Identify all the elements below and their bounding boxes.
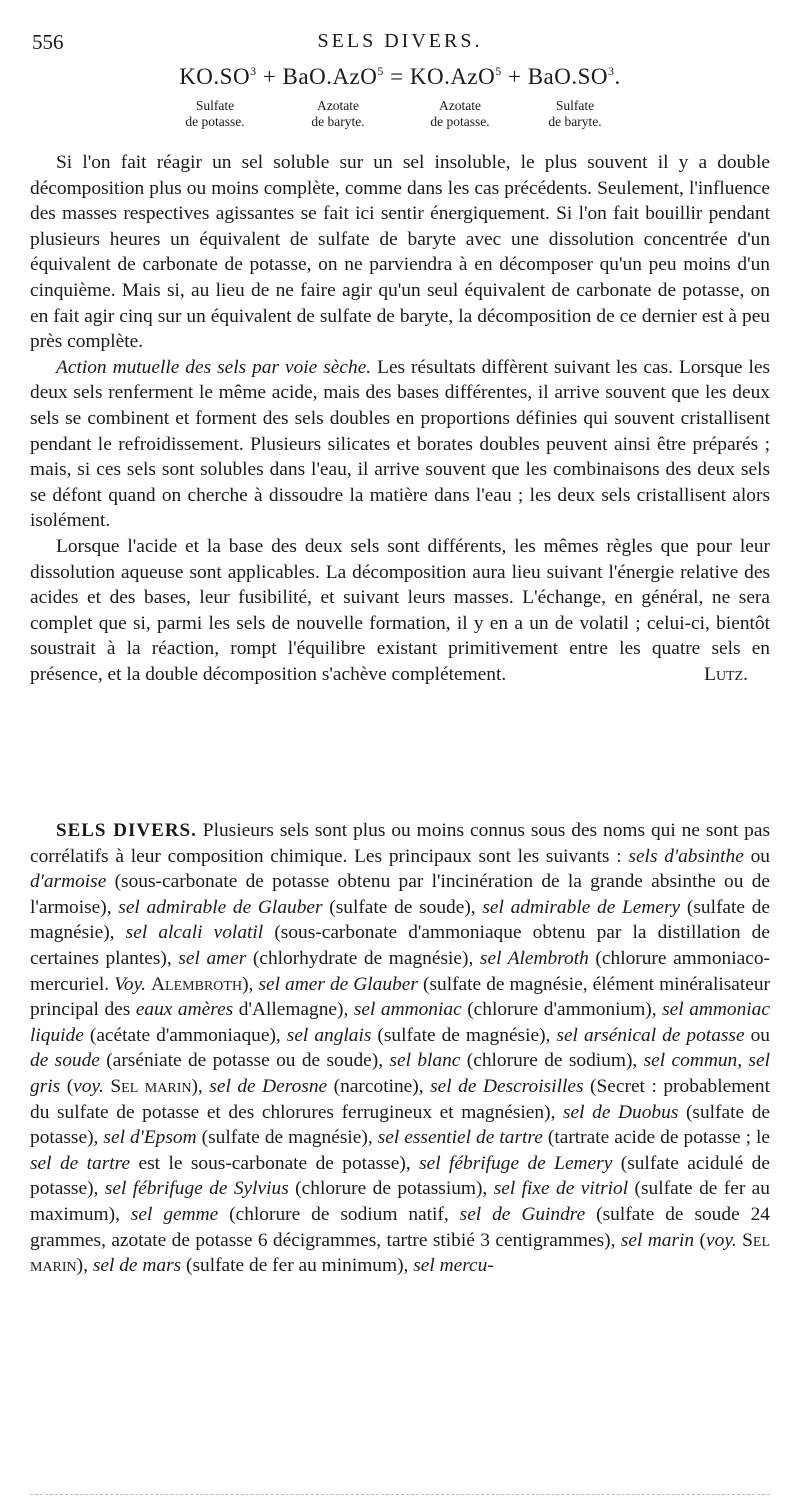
equation-term: + BaO.SO — [501, 64, 609, 89]
equation-term: = KO.AzO — [383, 64, 496, 89]
salt-name-italic: sel commun, sel gris — [30, 1050, 770, 1097]
dictionary-entry — [30, 818, 770, 1279]
salt-name-italic: sel fébrifuge de Lemery — [419, 1152, 613, 1174]
entry-text: (sulfate de fer au minimum), — [181, 1255, 414, 1277]
label-line: de baryte. — [311, 114, 365, 129]
salt-name-italic: sel amer — [178, 947, 247, 969]
entry-text: (Secret : probablement du sulfate de potasse et des chlorures ferrugineux et magnésien), — [30, 1075, 770, 1123]
paragraph-acid-base — [30, 534, 770, 688]
entry-text: (sulfate de magnésie), — [30, 896, 771, 944]
entry-text: (arséniate de potasse ou de soude), — [99, 1050, 390, 1072]
entry-text: ), — [76, 1255, 93, 1277]
salt-name-italic: sel Alembroth — [479, 947, 589, 969]
entry-text: (sulfate de fer au maximum), — [30, 1178, 770, 1225]
running-head: SELS DIVERS. — [317, 30, 483, 52]
chemical-equation — [0, 64, 800, 90]
salt-name-italic: d'armoise — [30, 871, 107, 893]
equation-label — [520, 98, 630, 130]
equation-label — [160, 98, 270, 130]
salt-name-italic: voy. — [706, 1229, 737, 1251]
salt-name-italic: sel ammoniac liquide — [30, 999, 770, 1046]
page-header — [32, 30, 768, 58]
label-line: Sulfate — [195, 98, 235, 113]
entry-text: ), — [191, 1075, 210, 1097]
entry-text: (sulfate acidulé de potasse), — [30, 1152, 770, 1200]
entry-text: (sous-carbonate d'ammoniaque obtenu par la distillation de certaines plantes), — [30, 922, 770, 969]
entry-paragraph — [30, 818, 770, 1279]
salt-name-italic: sel de Guindre — [459, 1203, 586, 1225]
entry-text: (chlorure ammoniaco-mercuriel. — [30, 947, 770, 995]
paragraph-dry-action — [30, 355, 770, 534]
salt-name-italic: sel d'Epsom — [103, 1127, 197, 1149]
salt-name-italic: sel alcali volatil — [125, 922, 264, 944]
equation-label — [283, 98, 393, 130]
salt-name-italic: sels d'absinthe — [628, 845, 744, 867]
salt-name-italic: sel marin — [620, 1229, 695, 1251]
label-line: Sulfate — [555, 98, 595, 113]
salt-name-italic: sel de mars — [92, 1255, 182, 1277]
label-line: de potasse. — [430, 114, 490, 129]
equation-label — [405, 98, 515, 130]
author-signature: Lutz. — [704, 663, 748, 685]
entry-text: (sulfate de soude 24 grammes, azotate de potasse 6 décigrammes, tartre stibié 3 centigrammes), — [30, 1203, 770, 1251]
salt-name-italic: sel fébrifuge de Sylvius — [104, 1178, 289, 1200]
entry-text: ou — [744, 1024, 770, 1046]
equation-labels — [160, 98, 620, 132]
entry-text: (chlorure de sodium), — [460, 1050, 644, 1072]
entry-text: ( — [60, 1075, 74, 1097]
page-number: 556 — [32, 30, 64, 54]
entry-text: (chlorure de potassium), — [288, 1178, 494, 1200]
paragraph-double-decomposition: Si l'on fait réagir un sel soluble sur un sel insoluble, le plus souvent il y a double décomposition plus ou moins complète, comme dans les cas précédents. Seulement, l'influence des masses respectives agissantes se fait ici sentir énergiquement. Si l'on fait bouillir pendant plusieurs heures un équivalent de sulfate de baryte avec une dissolution concentrée d'un équivalent de carbonate de potasse, on ne parviendra à en décomposer qu'un peu moins d'un cinquième. Mais si, au lieu de ne faire agir qu'un seul équivalent de carbonate de potasse, on en fait agir cinq sur un équivalent de sulfate de baryte, la décomposition de ce dernier est à peu près complète. — [30, 152, 770, 353]
label-line: de potasse. — [185, 114, 245, 129]
entry-text: (chlorure d'ammonium), — [461, 999, 663, 1021]
paragraph-text: Lorsque l'acide et la base des deux sels sont différents, les mêmes règles que pour leur dissolution aqueuse sont applicables. La décomposition aura lieu suivant l'énergie relative des acides et des bases, leur fusibilité, et suivant leurs masses. L'échange, en général, ne sera complet que si, parmi les sels de nouvelle formation, il y en a un de volatil ; celui-ci, bientôt soustrait à la réaction, rompt l'équilibre existant primitivement entre les quatre sels en présence, et la double décomposition s'achève complétement. — [30, 535, 770, 685]
equation-exponent: 3 — [250, 64, 257, 78]
paragraph-text: Les résultats diffèrent suivant les cas. Lorsque les deux sels renferment le même acide, mais des bases différentes, il arrive souvent que les deux sels se combinent et forment des sels doubles en proportions définies qui souvent cristallisent pendant le refroidissement. Plusieurs silicates et borates doubles peuvent ainsi être préparés ; mais, si ces sels sont solubles dans l'eau, il arrive souvent que les combinaisons des deux sels se défont quand on cherche à dissoudre la matière dans l'eau ; les deux sels cristallisent alors isolément. — [30, 356, 770, 532]
label-line: Azotate — [439, 98, 481, 113]
equation-exponent: 5 — [495, 64, 502, 78]
page-bottom-rule — [30, 1494, 770, 1495]
salt-name-italic: sel de Descroisilles — [430, 1075, 584, 1097]
entry-text: ( — [694, 1229, 707, 1251]
section-heading-italic: Action mutuelle des sels par voie sèche. — [56, 356, 372, 378]
salt-name-italic: sel admirable de Lemery — [482, 896, 681, 918]
equation-term: . — [614, 64, 621, 89]
entry-text: (sulfate de magnésie), — [196, 1127, 378, 1149]
entry-text: (sulfate de magnésie, élément minéralisateur principal des — [30, 973, 771, 1021]
entry-text: est le sous-carbonate de potasse), — [130, 1152, 420, 1174]
salt-name-italic: sel ammoniac — [353, 999, 462, 1021]
equation-exponent: 3 — [608, 64, 615, 78]
entry-text: ), — [242, 973, 259, 995]
entry-text: Plusieurs sels sont plus ou moins connus sous des noms qui ne sont pas corrélatifs à leur composition chimique. Les principaux sont les suivants : — [30, 820, 770, 867]
salt-name-italic: sel mercu- — [413, 1255, 494, 1277]
salt-name-italic: Voy. — [114, 973, 146, 995]
cross-reference: Sel marin — [110, 1075, 192, 1097]
salt-name-italic: sel fixe de vitriol — [493, 1178, 629, 1200]
article-body — [30, 150, 770, 687]
salt-name-italic: voy. — [73, 1075, 104, 1097]
salt-name-italic: sel amer de Glauber — [258, 973, 418, 995]
entry-text: (tartrate acide de potasse ; le — [542, 1127, 771, 1149]
equation-term: KO.SO — [179, 64, 251, 89]
salt-name-italic: eaux amères — [135, 999, 234, 1021]
equation-term: + BaO.AzO — [256, 64, 378, 89]
entry-text: (chlorhydrate de magnésie), — [246, 947, 480, 969]
salt-name-italic: sel gemme — [130, 1203, 219, 1225]
entry-text: (narcotine), — [327, 1075, 431, 1097]
entry-text: (sulfate de magnésie), — [371, 1024, 557, 1046]
label-line: Azotate — [317, 98, 359, 113]
equation-exponent: 5 — [377, 64, 384, 78]
salt-name-italic: sel admirable de Glauber — [118, 896, 323, 918]
salt-name-italic: sel de Derosne — [209, 1075, 328, 1097]
label-line: de baryte. — [548, 114, 602, 129]
salt-name-italic: sel anglais — [286, 1024, 372, 1046]
entry-text: (sous-carbonate de potasse obtenu par l'incinération de la grande absinthe ou de l'armoise), — [30, 871, 770, 918]
salt-name-italic: sel blanc — [389, 1050, 461, 1072]
entry-headword: SELS DIVERS. — [56, 820, 197, 841]
salt-name-italic: sel arsénical de potasse — [556, 1024, 745, 1046]
entry-text: (acétate d'ammoniaque), — [83, 1024, 287, 1046]
salt-name-italic: sel essentiel de tartre — [377, 1127, 543, 1149]
salt-name-italic: sel de Duobus — [563, 1101, 679, 1123]
salt-name-italic: sel de tartre — [30, 1152, 131, 1174]
entry-text: (chlorure de sodium natif, — [218, 1203, 460, 1225]
salt-name-italic: de soude — [30, 1050, 100, 1072]
entry-text: d'Allemagne), — [233, 999, 354, 1021]
entry-text: (sulfate de soude), — [322, 896, 483, 918]
entry-text: (sulfate de potasse), — [30, 1101, 770, 1149]
cross-reference: Sel marin — [30, 1229, 770, 1277]
entry-text: ou — [743, 845, 770, 867]
cross-reference: Alembroth — [151, 973, 243, 995]
